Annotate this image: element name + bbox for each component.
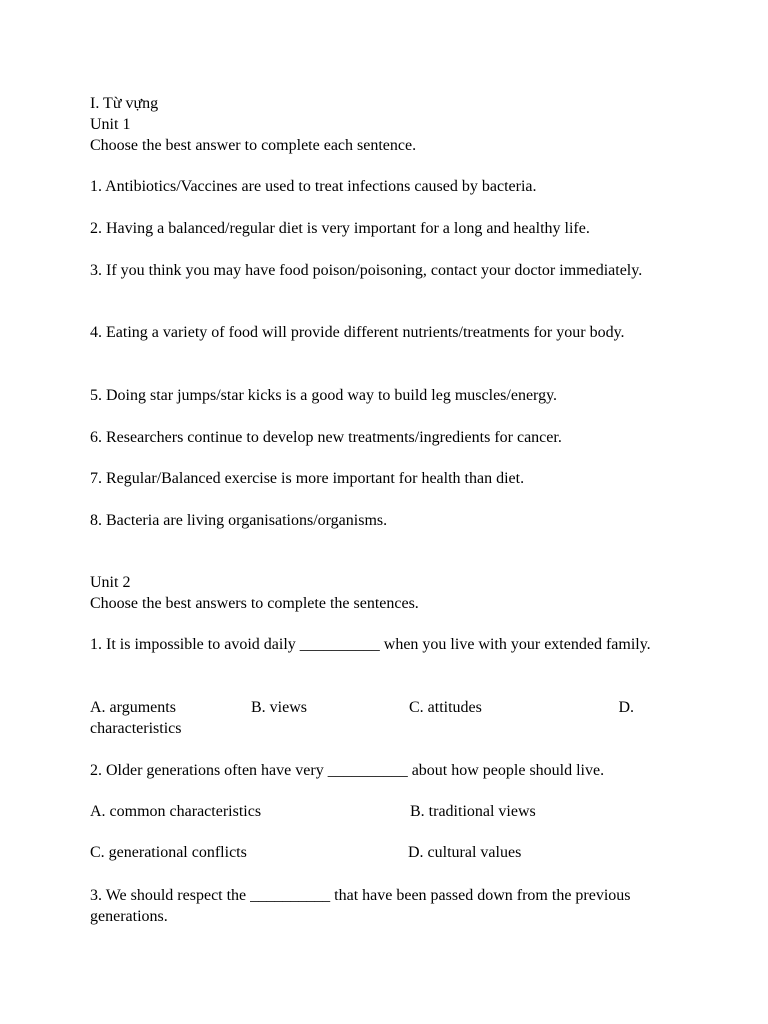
unit2-question-3: 3. We should respect the __________ that have been passed down from the previous generations. [90, 887, 631, 925]
unit1-item-3: 3. If you think you may have food poison/poisoning, contact your doctor immediately. [90, 262, 643, 279]
unit2-header [90, 572, 680, 614]
q2-option-a: A. common characteristics [90, 803, 262, 820]
q2-option-d: D. cultural values [408, 844, 522, 861]
unit1-title: Unit 1 [90, 116, 131, 133]
q1-option-c: C. attitudes [409, 699, 482, 716]
unit2-question-1: 1. It is impossible to avoid daily __________ when you live with your extended family. [90, 636, 651, 653]
unit2-instruction: Choose the best answers to complete the sentences. [90, 595, 419, 612]
unit1-item-1: 1. Antibiotics/Vaccines are used to treat infections caused by bacteria. [90, 178, 537, 195]
q2-option-b: B. traditional views [410, 803, 536, 820]
q2-option-c: C. generational conflicts [90, 844, 247, 861]
header-block [90, 93, 680, 156]
unit1-item-2: 2. Having a balanced/regular diet is very important for a long and healthy life. [90, 220, 590, 237]
section-title: I. Từ vựng [90, 95, 159, 112]
q1-option-d: D. characteristics [90, 699, 634, 737]
unit1-item-4: 4. Eating a variety of food will provide different nutrients/treatments for your body. [90, 324, 625, 341]
unit2-question-2: 2. Older generations often have very __________ about how people should live. [90, 762, 605, 779]
q1-option-d-text: D. [618, 699, 634, 716]
q1-option-a: A. arguments [90, 699, 176, 716]
unit1-item-6: 6. Researchers continue to develop new treatments/ingredients for cancer. [90, 429, 562, 446]
unit1-instruction: Choose the best answer to complete each sentence. [90, 137, 417, 154]
unit1-item-7: 7. Regular/Balanced exercise is more important for health than diet. [90, 470, 525, 487]
unit1-item-5: 5. Doing star jumps/star kicks is a good way to build leg muscles/energy. [90, 387, 558, 404]
unit2-title: Unit 2 [90, 574, 131, 591]
q1-option-b: B. views [251, 699, 307, 716]
unit1-item-8: 8. Bacteria are living organisations/organisms. [90, 512, 388, 529]
